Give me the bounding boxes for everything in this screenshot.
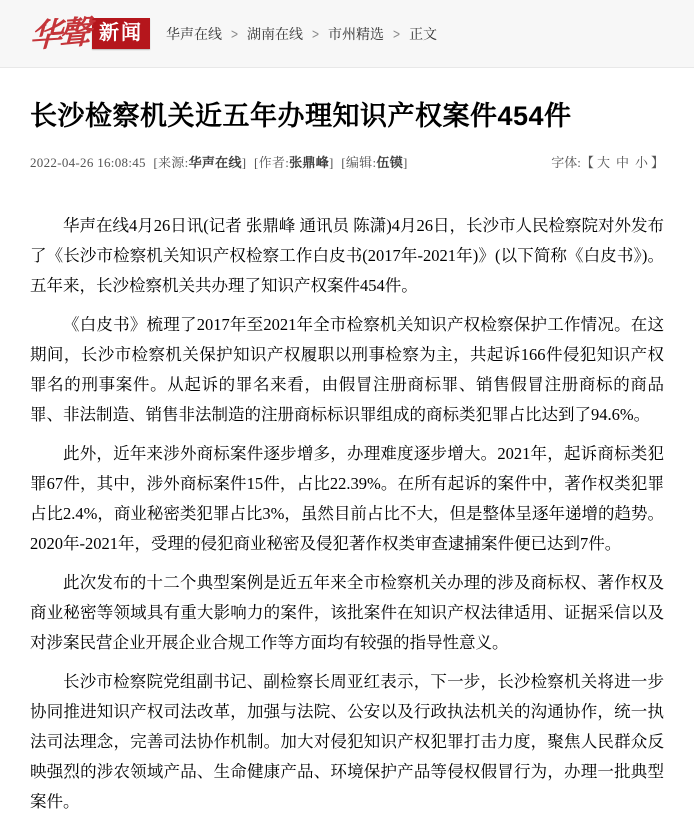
article-paragraph: 此外，近年来涉外商标案件逐步增多，办理难度逐步增大。2021年，起诉商标类犯罪67件，其中，涉外商标案件15件，占比22.39%。在所有起诉的案件中，著作权类犯罪占比2.4%，商业秘密类犯罪占比3%，虽然目前占比不大，但是整体呈逐年递增的趋势。2020年-2021年，受理的侵犯商业秘密及侵犯著作权类审查逮捕案件便已达到7件。 bbox=[30, 444, 664, 554]
breadcrumb-separator: > bbox=[231, 25, 239, 42]
breadcrumb-item-huasheng-online[interactable]: 华声在线 bbox=[166, 25, 223, 42]
page-title: 长沙检察机关近五年办理知识产权案件454件 bbox=[30, 101, 572, 131]
font-controls-bracket-close: 】 bbox=[650, 155, 664, 171]
site-logo[interactable] bbox=[29, 12, 150, 55]
author-label: [作者: bbox=[253, 155, 290, 171]
article-meta bbox=[30, 152, 412, 171]
article-body bbox=[30, 211, 664, 840]
source-bracket-close: ] bbox=[241, 155, 247, 171]
font-size-small-button[interactable]: 小 bbox=[634, 155, 648, 171]
source-label: [来源: bbox=[153, 155, 189, 171]
article-page bbox=[0, 98, 694, 840]
editor-field bbox=[341, 155, 407, 170]
source-field bbox=[153, 155, 246, 170]
article-paragraph: 华声在线4月26日讯(记者 张鼎峰 通讯员 陈潇)4月26日，长沙市人民检察院对外发布了《长沙市检察机关知识产权检察工作白皮书(2017年-2021年)》(以下简称《白皮书》)。五年来，长沙检察机关共办理了知识产权案件454件。 bbox=[30, 216, 664, 296]
article-paragraph: 长沙市检察院党组副书记、副检察长周亚红表示，下一步，长沙检察机关将进一步协同推进知识产权司法改革，加强与法院、公安以及行政执法机关的沟通协作，统一执法司法理念，完善司法协作机制。加大对侵犯知识产权犯罪打击力度，聚焦人民群众反映强烈的涉农领域产品、生命健康产品、环境保护产品等侵权假冒行为，办理一批典型案件。 bbox=[30, 672, 664, 812]
font-size-controls bbox=[551, 152, 664, 171]
author-field bbox=[254, 155, 334, 170]
author-bracket-close: ] bbox=[329, 155, 334, 171]
huasheng-calligraphy-logo: 华聲 bbox=[29, 12, 89, 55]
editor-bracket-close: ] bbox=[403, 155, 408, 171]
publish-datetime: 2022-04-26 16:08:45 bbox=[30, 155, 146, 171]
font-controls-bracket-open: 【 bbox=[580, 155, 594, 171]
author-value: 张鼎峰 bbox=[289, 155, 330, 171]
font-size-medium-button[interactable]: 中 bbox=[615, 155, 629, 171]
breadcrumb-item-city-selection[interactable]: 市州精选 bbox=[328, 25, 385, 42]
news-badge: 新闻 bbox=[92, 18, 150, 49]
breadcrumb-separator: > bbox=[393, 25, 401, 42]
breadcrumb-separator: > bbox=[312, 25, 320, 42]
breadcrumb-item-article[interactable]: 正文 bbox=[409, 25, 438, 42]
source-value: 华声在线 bbox=[188, 155, 242, 171]
article-paragraph: 此次发布的十二个典型案例是近五年来全市检察机关办理的涉及商标权、著作权及商业秘密等领域具有重大影响力的案件，该批案件在知识产权法律适用、证据采信以及对涉案民营企业开展企业合规工作等方面均有较强的指导性意义。 bbox=[30, 573, 664, 653]
font-size-large-button[interactable]: 大 bbox=[596, 155, 610, 171]
article-paragraph: 《白皮书》梳理了2017年至2021年全市检察机关知识产权检察保护工作情况。在这期间，长沙市检察机关保护知识产权履职以刑事检察为主，共起诉166件侵犯知识产权罪名的刑事案件。从起诉的罪名来看，由假冒注册商标罪、销售假冒注册商标的商品罪、非法制造、销售非法制造的注册商标标识罪组成的商标类犯罪占比达到了94.6%。 bbox=[30, 315, 664, 425]
article-meta-row bbox=[30, 152, 664, 171]
breadcrumb bbox=[166, 24, 437, 44]
font-size-label: 字体: bbox=[551, 155, 581, 171]
breadcrumb-item-hunan-online[interactable]: 湖南在线 bbox=[247, 25, 304, 42]
editor-label: [编辑: bbox=[341, 155, 377, 171]
site-header bbox=[0, 0, 694, 68]
editor-value: 伍镆 bbox=[376, 155, 403, 171]
